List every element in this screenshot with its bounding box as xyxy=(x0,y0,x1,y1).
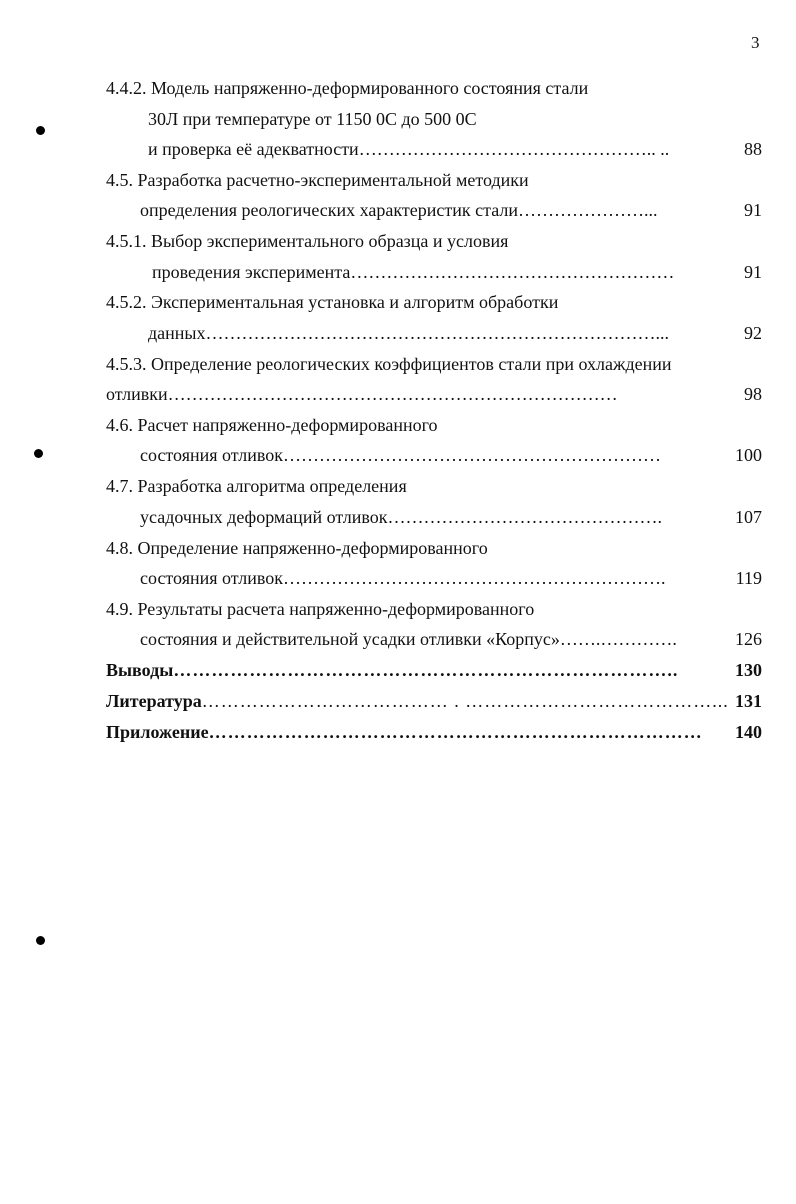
toc-page: 100 xyxy=(735,445,762,465)
toc-dots: …………………………………………………………………….. xyxy=(173,660,679,680)
toc-line: 4.5.3. Определение реологических коэффициентов стали при охлаждении xyxy=(106,354,672,374)
toc-line: 4.5.2. Экспериментальная установка и алгоритм обработки xyxy=(106,292,559,312)
toc-page: 130 xyxy=(735,660,762,680)
toc-dots: …………………………………………………………………… xyxy=(208,722,703,742)
toc-line: 4.5.1. Выбор экспериментального образца и условия xyxy=(106,231,509,251)
toc-page: 107 xyxy=(735,507,762,527)
toc-conclusions xyxy=(106,658,678,682)
binding-hole-top xyxy=(36,126,45,135)
toc-dots: ………………………………… . …………………………………... xyxy=(201,691,729,711)
toc-line: данных…………………………………………………………………... xyxy=(148,323,670,343)
toc-page: 91 xyxy=(744,200,762,220)
toc-page: 98 xyxy=(744,384,762,404)
binding-hole-middle xyxy=(34,449,43,458)
toc-label: Приложение xyxy=(106,722,209,742)
toc-line: состояния отливок………………………………………………………. xyxy=(140,568,666,588)
toc-page: 88 xyxy=(744,139,762,159)
page-number: 3 xyxy=(751,33,760,52)
toc-label: Литература xyxy=(106,691,202,711)
toc-page: 119 xyxy=(735,568,762,588)
binding-hole-bottom xyxy=(36,936,45,945)
toc-appendix xyxy=(106,720,703,744)
toc-line: 4.8. Определение напряженно-деформированного xyxy=(106,538,488,558)
toc-page: 131 xyxy=(735,691,762,711)
toc-line: определения реологических характеристик стали…………………... xyxy=(140,200,658,220)
toc-line: и проверка её адекватности………………………………………….. .. xyxy=(148,139,670,159)
toc-page: 126 xyxy=(735,629,762,649)
toc-literature xyxy=(106,689,729,713)
toc-line: состояния отливок……………………………………………………… xyxy=(140,445,661,465)
toc-line: 4.5. Разработка расчетно-экспериментальной методики xyxy=(106,170,529,190)
toc-line: отливки………………………………………………………………… xyxy=(106,384,618,404)
toc-line: проведения эксперимента……………………………………………… xyxy=(152,262,675,282)
toc-line: 4.6. Расчет напряженно-деформированного xyxy=(106,415,438,435)
toc-label: Выводы xyxy=(106,660,174,680)
toc-line: состояния и действительной усадки отливки «Корпус»…….…………. xyxy=(140,629,677,649)
toc-page: 91 xyxy=(744,262,762,282)
toc-line: 4.9. Результаты расчета напряженно-деформированного xyxy=(106,599,535,619)
toc-line: 4.7. Разработка алгоритма определения xyxy=(106,476,407,496)
toc-line: 4.4.2. Модель напряженно-деформированного состояния стали xyxy=(106,78,589,98)
toc-page: 92 xyxy=(744,323,762,343)
toc-line: 30Л при температуре от 1150 0С до 500 0С xyxy=(148,109,477,129)
toc-page: 140 xyxy=(735,722,762,742)
toc-line: усадочных деформаций отливок………………………………………. xyxy=(140,507,662,527)
